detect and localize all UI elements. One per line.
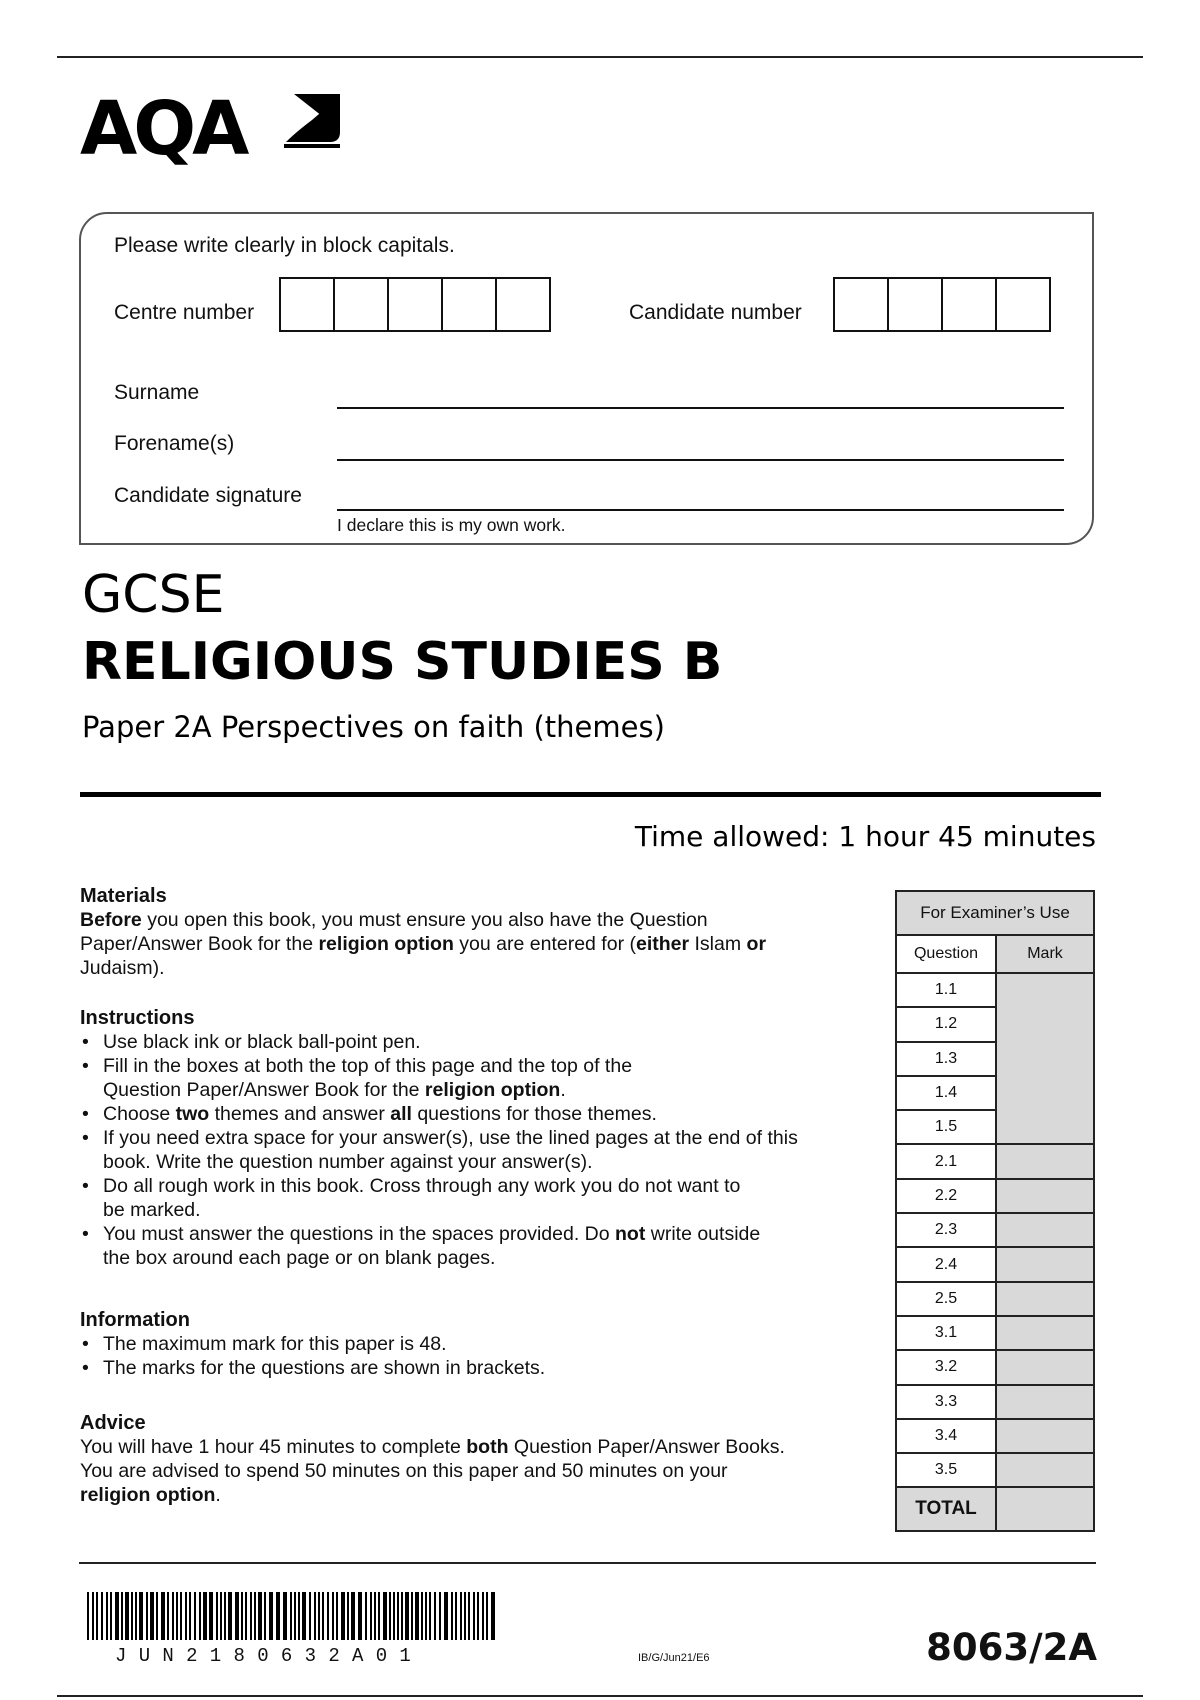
barcode-bar bbox=[309, 1592, 311, 1640]
barcode-bar bbox=[156, 1592, 158, 1640]
mark-column-header: Mark bbox=[996, 935, 1094, 973]
block-capitals-instruction: Please write clearly in block capitals. bbox=[114, 234, 455, 257]
barcode-bar bbox=[209, 1592, 213, 1640]
question-number: 3.3 bbox=[896, 1385, 996, 1419]
mark-cell[interactable] bbox=[996, 973, 1094, 1144]
mark-cell[interactable] bbox=[996, 1247, 1094, 1281]
question-row bbox=[896, 1247, 1094, 1281]
question-number: 3.4 bbox=[896, 1419, 996, 1453]
barcode-bar bbox=[365, 1592, 367, 1640]
paper-reference: IB/G/Jun21/E6 bbox=[638, 1652, 710, 1664]
barcode-bar bbox=[332, 1592, 334, 1640]
forename-label: Forename(s) bbox=[114, 432, 235, 455]
instructions-heading: Instructions bbox=[80, 1007, 195, 1029]
question-row bbox=[896, 973, 1094, 1007]
mark-cell[interactable] bbox=[996, 1316, 1094, 1350]
barcode-bar bbox=[250, 1592, 252, 1640]
barcode-bar bbox=[180, 1592, 182, 1640]
question-row bbox=[896, 1179, 1094, 1213]
barcode-bar bbox=[477, 1592, 479, 1640]
barcode-bar bbox=[370, 1592, 372, 1640]
barcode-bar bbox=[451, 1592, 453, 1640]
aqa-mark-icon bbox=[282, 92, 344, 150]
barcode-bar bbox=[199, 1592, 201, 1640]
barcode-bar bbox=[135, 1592, 137, 1640]
centre-number-label: Centre number bbox=[114, 301, 255, 324]
barcode-bar bbox=[224, 1592, 226, 1640]
candidate-number-box[interactable] bbox=[995, 277, 1051, 332]
instruction-item: • If you need extra space for your answer(s), use the lined pages at the end of this book. Write the question number against your answer(s). bbox=[80, 1126, 848, 1174]
question-number: 3.1 bbox=[896, 1316, 996, 1350]
barcode-bar bbox=[121, 1592, 123, 1640]
instructions-section bbox=[80, 1006, 870, 1270]
mark-cell[interactable] bbox=[996, 1350, 1094, 1384]
barcode-bar bbox=[374, 1592, 376, 1640]
question-number: 1.3 bbox=[896, 1042, 996, 1076]
barcode-bar bbox=[327, 1592, 329, 1640]
question-number: 2.3 bbox=[896, 1213, 996, 1247]
mark-cell[interactable] bbox=[996, 1144, 1094, 1178]
materials-heading: Materials bbox=[80, 885, 167, 907]
barcode-bar bbox=[276, 1592, 280, 1640]
barcode-bar bbox=[405, 1592, 409, 1640]
barcode-bar bbox=[425, 1592, 427, 1640]
barcode-bar bbox=[125, 1592, 129, 1640]
barcode-bar bbox=[176, 1592, 178, 1640]
centre-number-box[interactable] bbox=[333, 277, 389, 332]
barcode-bar bbox=[203, 1592, 207, 1640]
barcode-bar bbox=[131, 1592, 133, 1640]
mark-cell[interactable] bbox=[996, 1282, 1094, 1316]
barcode-bar bbox=[302, 1592, 306, 1640]
barcode-bar bbox=[161, 1592, 165, 1640]
signature-label: Candidate signature bbox=[114, 484, 302, 507]
title-rule bbox=[80, 792, 1101, 797]
candidate-number-boxes[interactable] bbox=[835, 277, 1051, 332]
barcode-bar bbox=[464, 1592, 466, 1640]
centre-number-box[interactable] bbox=[279, 277, 335, 332]
barcode-bar bbox=[383, 1592, 387, 1640]
barcode-bar bbox=[378, 1592, 380, 1640]
instruction-item: • Fill in the boxes at both the top of this page and the top of the Question Paper/Answer Book for the religion option. bbox=[80, 1054, 713, 1102]
candidate-number-label: Candidate number bbox=[629, 301, 802, 324]
materials-text: Before you open this book, you must ensure you also have the Question Paper/Answer Book for the religion option you are entered for (either Islam or Judaism). bbox=[80, 909, 767, 979]
paper-title: Paper 2A Perspectives on faith (themes) bbox=[82, 710, 665, 744]
barcode-text: JUN2180632A01 bbox=[115, 1645, 424, 1667]
centre-number-box[interactable] bbox=[441, 277, 497, 332]
question-number: 3.2 bbox=[896, 1350, 996, 1384]
barcode-bar bbox=[294, 1592, 296, 1640]
question-row bbox=[896, 1144, 1094, 1178]
surname-label: Surname bbox=[114, 381, 200, 404]
information-list bbox=[80, 1332, 870, 1380]
marks-grid bbox=[895, 934, 1095, 1532]
barcode-bar bbox=[397, 1592, 399, 1640]
information-item: • The marks for the questions are shown in brackets. bbox=[80, 1356, 870, 1380]
barcode-bar bbox=[241, 1592, 243, 1640]
barcode-bar bbox=[110, 1592, 112, 1640]
barcode-bar bbox=[254, 1592, 256, 1640]
question-row bbox=[896, 1350, 1094, 1384]
question-row bbox=[896, 1453, 1094, 1487]
advice-heading: Advice bbox=[80, 1412, 146, 1434]
question-number: 2.4 bbox=[896, 1247, 996, 1281]
barcode-bar bbox=[139, 1592, 143, 1640]
question-number: 2.1 bbox=[896, 1144, 996, 1178]
barcode-bar bbox=[167, 1592, 169, 1640]
instructions-list bbox=[80, 1030, 870, 1270]
question-number: 3.5 bbox=[896, 1453, 996, 1487]
barcode-bar bbox=[473, 1592, 475, 1640]
barcode-bar bbox=[322, 1592, 324, 1640]
question-row bbox=[896, 1213, 1094, 1247]
barcode-bar bbox=[228, 1592, 232, 1640]
barcode-bar bbox=[429, 1592, 431, 1640]
question-number: 1.1 bbox=[896, 973, 996, 1007]
mark-cell[interactable] bbox=[996, 1213, 1094, 1247]
barcode-bar bbox=[411, 1592, 413, 1640]
centre-number-box[interactable] bbox=[387, 277, 443, 332]
question-number: 1.4 bbox=[896, 1076, 996, 1110]
time-allowed: Time allowed: 1 hour 45 minutes bbox=[634, 820, 1096, 853]
materials-section bbox=[80, 884, 870, 980]
barcode-bar bbox=[290, 1592, 292, 1640]
centre-number-boxes[interactable] bbox=[281, 277, 551, 332]
information-item: • The maximum mark for this paper is 48. bbox=[80, 1332, 870, 1356]
barcode-bar bbox=[434, 1592, 436, 1640]
barcode-bar bbox=[146, 1592, 148, 1640]
bottom-rule bbox=[57, 1695, 1143, 1697]
subject-title: RELIGIOUS STUDIES B bbox=[82, 632, 723, 692]
question-row bbox=[896, 1282, 1094, 1316]
instruction-item: • Use black ink or black ball-point pen. bbox=[80, 1030, 870, 1054]
logo-text: AQA bbox=[80, 86, 246, 172]
barcode-bar bbox=[298, 1592, 300, 1640]
information-section bbox=[80, 1308, 870, 1380]
barcode-bar bbox=[264, 1592, 266, 1640]
barcode-bar bbox=[92, 1592, 94, 1640]
barcode-bar bbox=[235, 1592, 239, 1640]
question-number: 1.5 bbox=[896, 1110, 996, 1144]
barcode-bar bbox=[389, 1592, 391, 1640]
barcode-bar bbox=[358, 1592, 362, 1640]
barcode-bar bbox=[491, 1592, 495, 1640]
total-mark-cell[interactable] bbox=[996, 1487, 1094, 1531]
barcode-bar bbox=[351, 1592, 355, 1640]
paper-code: 8063/2A bbox=[926, 1626, 1097, 1669]
barcode-bar bbox=[482, 1592, 484, 1640]
barcode-bar bbox=[216, 1592, 218, 1640]
candidate-number-box[interactable] bbox=[833, 277, 889, 332]
question-number: 2.2 bbox=[896, 1179, 996, 1213]
instruction-item: • Do all rough work in this book. Cross through any work you do not want to be marked. bbox=[80, 1174, 763, 1222]
declaration-text: I declare this is my own work. bbox=[337, 515, 566, 535]
barcode-bar bbox=[347, 1592, 349, 1640]
barcode-bar bbox=[96, 1592, 98, 1640]
barcode-bar bbox=[106, 1592, 108, 1640]
barcode-bar bbox=[421, 1592, 423, 1640]
barcode-bar bbox=[393, 1592, 395, 1640]
candidate-number-box[interactable] bbox=[887, 277, 943, 332]
mark-cell[interactable] bbox=[996, 1419, 1094, 1453]
forename-field[interactable] bbox=[337, 459, 1064, 461]
question-row bbox=[896, 1419, 1094, 1453]
signature-field[interactable] bbox=[337, 509, 1064, 511]
barcode-bar bbox=[341, 1592, 345, 1640]
barcode-bar bbox=[401, 1592, 403, 1640]
question-number: 1.2 bbox=[896, 1007, 996, 1041]
barcode-bar bbox=[468, 1592, 470, 1640]
barcode-bar bbox=[336, 1592, 338, 1640]
barcode-bar bbox=[439, 1592, 441, 1640]
top-rule bbox=[57, 56, 1143, 58]
barcode-bar bbox=[87, 1592, 89, 1640]
barcode-bar bbox=[115, 1592, 119, 1640]
barcode-bar bbox=[185, 1592, 187, 1640]
footer-rule bbox=[79, 1562, 1096, 1564]
barcode-bar bbox=[486, 1592, 488, 1640]
barcode-bar bbox=[150, 1592, 154, 1640]
barcode-bar bbox=[283, 1592, 287, 1640]
centre-number-box[interactable] bbox=[495, 277, 551, 332]
barcode-bar bbox=[101, 1592, 103, 1640]
barcode-bar bbox=[258, 1592, 262, 1640]
barcode-icon bbox=[87, 1592, 497, 1642]
advice-text: You will have 1 hour 45 minutes to complete both Question Paper/Answer Books. You are advised to spend 50 minutes on this paper and 50 minutes on your religion option. bbox=[80, 1436, 785, 1506]
mark-cell[interactable] bbox=[996, 1179, 1094, 1213]
total-label: TOTAL bbox=[896, 1487, 996, 1531]
question-row bbox=[896, 1385, 1094, 1419]
barcode-bar bbox=[318, 1592, 320, 1640]
barcode-bar bbox=[444, 1592, 448, 1640]
question-row bbox=[896, 1316, 1094, 1350]
question-column-header: Question bbox=[896, 935, 996, 973]
instruction-item: • You must answer the questions in the spaces provided. Do not write outside the box around each page or on blank pages. bbox=[80, 1222, 783, 1270]
barcode-bar bbox=[415, 1592, 419, 1640]
barcode-bar bbox=[194, 1592, 196, 1640]
qualification-title: GCSE bbox=[82, 565, 225, 625]
barcode-bar bbox=[189, 1592, 191, 1640]
barcode-bar bbox=[314, 1592, 316, 1640]
candidate-number-box[interactable] bbox=[941, 277, 997, 332]
barcode-bar bbox=[455, 1592, 457, 1640]
barcode-bar bbox=[245, 1592, 247, 1640]
advice-section bbox=[80, 1411, 870, 1507]
surname-field[interactable] bbox=[337, 407, 1064, 409]
barcode-bar bbox=[220, 1592, 222, 1640]
mark-cell[interactable] bbox=[996, 1385, 1094, 1419]
barcode-bar bbox=[172, 1592, 174, 1640]
barcode-bar bbox=[460, 1592, 462, 1640]
examiners-use-table bbox=[895, 890, 1095, 1532]
barcode-bar bbox=[269, 1592, 273, 1640]
question-number: 2.5 bbox=[896, 1282, 996, 1316]
total-row bbox=[896, 1487, 1094, 1531]
information-heading: Information bbox=[80, 1309, 190, 1331]
instruction-item: • Choose two themes and answer all questions for those themes. bbox=[80, 1102, 870, 1126]
examiners-use-heading: For Examiner’s Use bbox=[895, 890, 1095, 936]
mark-cell[interactable] bbox=[996, 1453, 1094, 1487]
aqa-logo bbox=[80, 86, 246, 172]
